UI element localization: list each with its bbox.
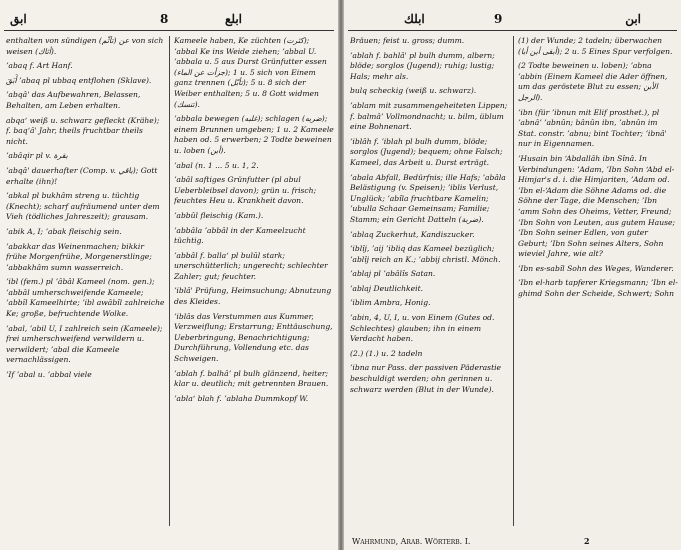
entry: ʼiblîj, ʼaij ʼibliq das Kameel bezüglich; ʼablîj reich an K.; ʼabbij christl. Mönch. bbox=[350, 244, 501, 264]
left-page-header bbox=[0, 12, 338, 28]
right-page-header bbox=[344, 12, 681, 28]
entry: ʼablaj Deutlichkeit. bbox=[350, 283, 424, 293]
entry: ʼabin, 4, U, I, u. von Einem (Gutes od. Schlechtes) glauben; ihn in einem Verdacht haben. bbox=[350, 313, 495, 344]
left-page bbox=[0, 0, 338, 550]
entry: ʼabqâ' dauerhafter (Comp. v. باقي); Gott erhalte (ihn)! bbox=[6, 165, 158, 186]
entry: ʼabaq f. Art Hanf. bbox=[6, 61, 73, 71]
entry: (2.) (1.) u. 2 tadeln bbox=[350, 348, 423, 358]
entry: enthalten von sündigen (تأثّم) عن von sich weisen (أثاك). bbox=[6, 36, 164, 56]
entry: ʼibna nur Pass. der passiven Päderastie beschuldigt werden; ohn gerinnen u. schwarz werden (Blut in der Wunde). bbox=[350, 363, 502, 394]
entry: ʼablah f. bahlâ' pl bulh dumm, albern; blöde; sorglos (Jugend); ruhig; lustig; Hals; mehr als. bbox=[350, 50, 495, 81]
entry: Kameele haben, Ke züchten (كثرت); ʼabbal Ke ins Weide ziehen; ʼabbal U. ʼabbala u. 5 aus Durst Grünfutter essen (جزأت عن الماء); 1 u. 5 sich von Einem ganz trennen (تأبّل); 5 u. 8 sich der Weiber enthalten; 5 u. 8 Gott widmen (تنسك). bbox=[174, 36, 327, 109]
left-header-arabic-right: ابلع bbox=[224, 12, 242, 26]
entry: ʼabal, ʼabil U, I zahlreich sein (Kameele); frei umherschweifend verwildern u. verwildert; ʼabal die Kameele vernachlässigen. bbox=[6, 323, 163, 365]
publisher-footer: Wahrmund, Arab. Wörterb. I. bbox=[352, 537, 471, 546]
entry: ʼibl (fem.) pl ʼâbâl Kameel (nom. gen.); ʼabbâl umherschweifende Kameele; ʼabbîl Kameelhirte; ʼibl awâbîl zahlreiche Ke; große, befruchtende Wolke. bbox=[6, 277, 165, 319]
entry: ʼibn (für ʼibnun mit Elif prosthet.), pl ʼabnâʼ ʼabnûn; bânûn ibn, ʼabnûn im Stat. constr. ʼabnu; bint Tochter; ʼibnâ' nur in Eigennamen. bbox=[518, 107, 667, 149]
header-rule bbox=[348, 30, 677, 31]
left-header-arabic-left: ابق bbox=[10, 12, 27, 26]
entry: ʼablah f. balhâʼ pl bulh glänzend, heiter; klar u. deutlich; mit getrennten Brauen. bbox=[174, 368, 329, 389]
entry: bulq scheckig (weiß u. schwarz). bbox=[350, 86, 477, 96]
entry: ʼiblâ' Prüfung, Heimsuchung; Abnutzung des Kleides. bbox=[174, 286, 332, 307]
right-page-column-1 bbox=[350, 36, 510, 528]
entry: ʼiblim Ambra, Honig. bbox=[350, 298, 431, 308]
entry: ʼabakkar das Weinenmachen; bikkir frühe Morgenfrühe, Morgenerstlinge; ʼabbakhâm sumn wasserreich. bbox=[6, 241, 152, 272]
column-divider bbox=[513, 36, 514, 526]
entry: ʼablaj pl ʼabâlîs Satan. bbox=[350, 269, 436, 279]
right-page-number: 9 bbox=[494, 12, 503, 26]
column-divider bbox=[169, 36, 170, 526]
entry: ʼabâl saftiges Grünfutter (pl abul Ueberbleibsel davon); grün u. frisch; feuchtes Heu u. Krankheit davon. bbox=[174, 175, 317, 206]
entry: ʼabbâla ʼabbâl in der Kameelzucht tüchtig. bbox=[174, 225, 306, 246]
right-page bbox=[344, 0, 681, 550]
entry: ʼHusain bin ʻAbdallâh ibn Sînâ. In Verbindungen: ʼAdam, ʼIbn Sohn ʻAbd el-Himjar's d. i. die Himjariten, ʼAdam od. ʼIbn el-ʻAdam die Söhne Adams od. die Söhne der Tage, die Menschen; ʼIbn ʻamm Sohn des Oheims, Vetter, Freund; ʼIbn Sohn von Leuten, aus gutem Hause; ʼIbn Sohn seiner Edlen, von guter Geburt; ʼIbn Sohn seines Alters, Sohn wieviel Jahre, wie alt? bbox=[518, 153, 676, 259]
entry: ʼabbâl f. ballaʻ pl bulûl stark; unerschütterlich; ungerecht; schlechter Zahler; gut; feuchter. bbox=[174, 250, 328, 281]
entry: abqaʻ weiß u. schwarz gefleckt (Krähe); f. baqʻâ' Jahr, theils fruchtbar theils nicht. bbox=[6, 115, 160, 146]
entry: (2 Todte beweinen u. loben); ʼabna ʼabbin (Einem Kameel die Ader öffnen, um das geröstete Blut zu essen; الأبن الرجل). bbox=[518, 61, 668, 102]
entry: أَبَقَ ʼabaq pl ubbaq entflohen (Sklave). bbox=[6, 75, 152, 85]
right-page-column-2 bbox=[518, 36, 678, 528]
right-header-arabic-right: ابن bbox=[625, 12, 641, 26]
entry: ʼabâqir pl v. بقرة bbox=[6, 151, 68, 161]
entry: ʼablaʻ blah f. ʼablaha Dummkopf W. bbox=[174, 393, 309, 403]
entry: ʼabala Abfall, Bedürfnis; ille Hafs; ʼabâla Belästigung (v. Speisen); ʼiblis Verlust, Unglück; ʼabîla fruchtbare Kamelin; ʼubulla Schaar Gemeinsam; Familie; Stamm; ein Gericht Datteln (ضربة). bbox=[350, 172, 506, 224]
header-rule bbox=[4, 30, 334, 31]
left-page-column-2 bbox=[174, 36, 334, 542]
entry: ʼablaq Zuckerhut, Kandiszucker. bbox=[350, 229, 475, 239]
entry: ʼablam mit zusammengeheiteten Lippen; f. balmâʼ Vollmondnacht; u. bilm, üblum eine Bohnenart. bbox=[350, 100, 508, 132]
entry: ʼabbûl fleischig (Kam.). bbox=[174, 210, 264, 220]
signature-mark: 2 bbox=[584, 536, 590, 546]
entry: ʼiblâh f. ʼiblah pl bulh dumm, blöde; sorglos (Jugend); bequem; ohne Falsch; Kameel, das Arbeit u. Durst erträgt. bbox=[350, 136, 503, 167]
entry: ʼIf ʼabal u. ʼabbal viele bbox=[6, 370, 92, 380]
entry: (1) der Wunde; 2 tadeln; überwachen (أبقى أبن أبا); 2 u. 5 Eines Spur verfolgen. bbox=[518, 36, 673, 56]
right-header-arabic-left: ابلك bbox=[404, 12, 425, 26]
entry: ʼiblâs das Verstummen aus Kummer, Verzweiflung; Erstarrung; Enttäuschung, Ueberbringung, Benachrichtigung; Durchführung, Vollendung etc. das Schweigen. bbox=[174, 311, 333, 364]
entry: ʼabbala bewegen (غلبه); schlagen (ضربه); einem Brunnen umgeben; 1 u. 2 Kameele haben od. 5 erwerben; 2 Todte beweinen u. loben (أبن). bbox=[174, 114, 334, 155]
entry: ʼIbn es-sabîl Sohn des Weges, Wanderer. bbox=[518, 263, 674, 273]
left-page-number: 8 bbox=[160, 12, 169, 26]
entry: ʼabik A, I; ʼabak fleischig sein. bbox=[6, 226, 122, 236]
entry: ʼabqâ' das Aufbewahren, Belassen, Behalten, am Leben erhalten. bbox=[6, 90, 141, 110]
left-page-column-1 bbox=[6, 36, 166, 542]
entry: ʼabkal pl bukhâm streng u. tüchtig (Knecht); scharf aufräumend unter dem Vieh (tödliches Jahreszeit); grausam. bbox=[6, 191, 160, 222]
entry: ʼIbn el-harb tapferer Kriegsmann; ʼIbn el-ghimd Sohn der Scheide, Schwert; Sohn bbox=[518, 278, 678, 299]
entry: Bräuen; feist u. gross; dumm. bbox=[350, 36, 465, 45]
entry: ʼabal (n. 1 ... 5 u. 1, 2. bbox=[174, 160, 259, 170]
